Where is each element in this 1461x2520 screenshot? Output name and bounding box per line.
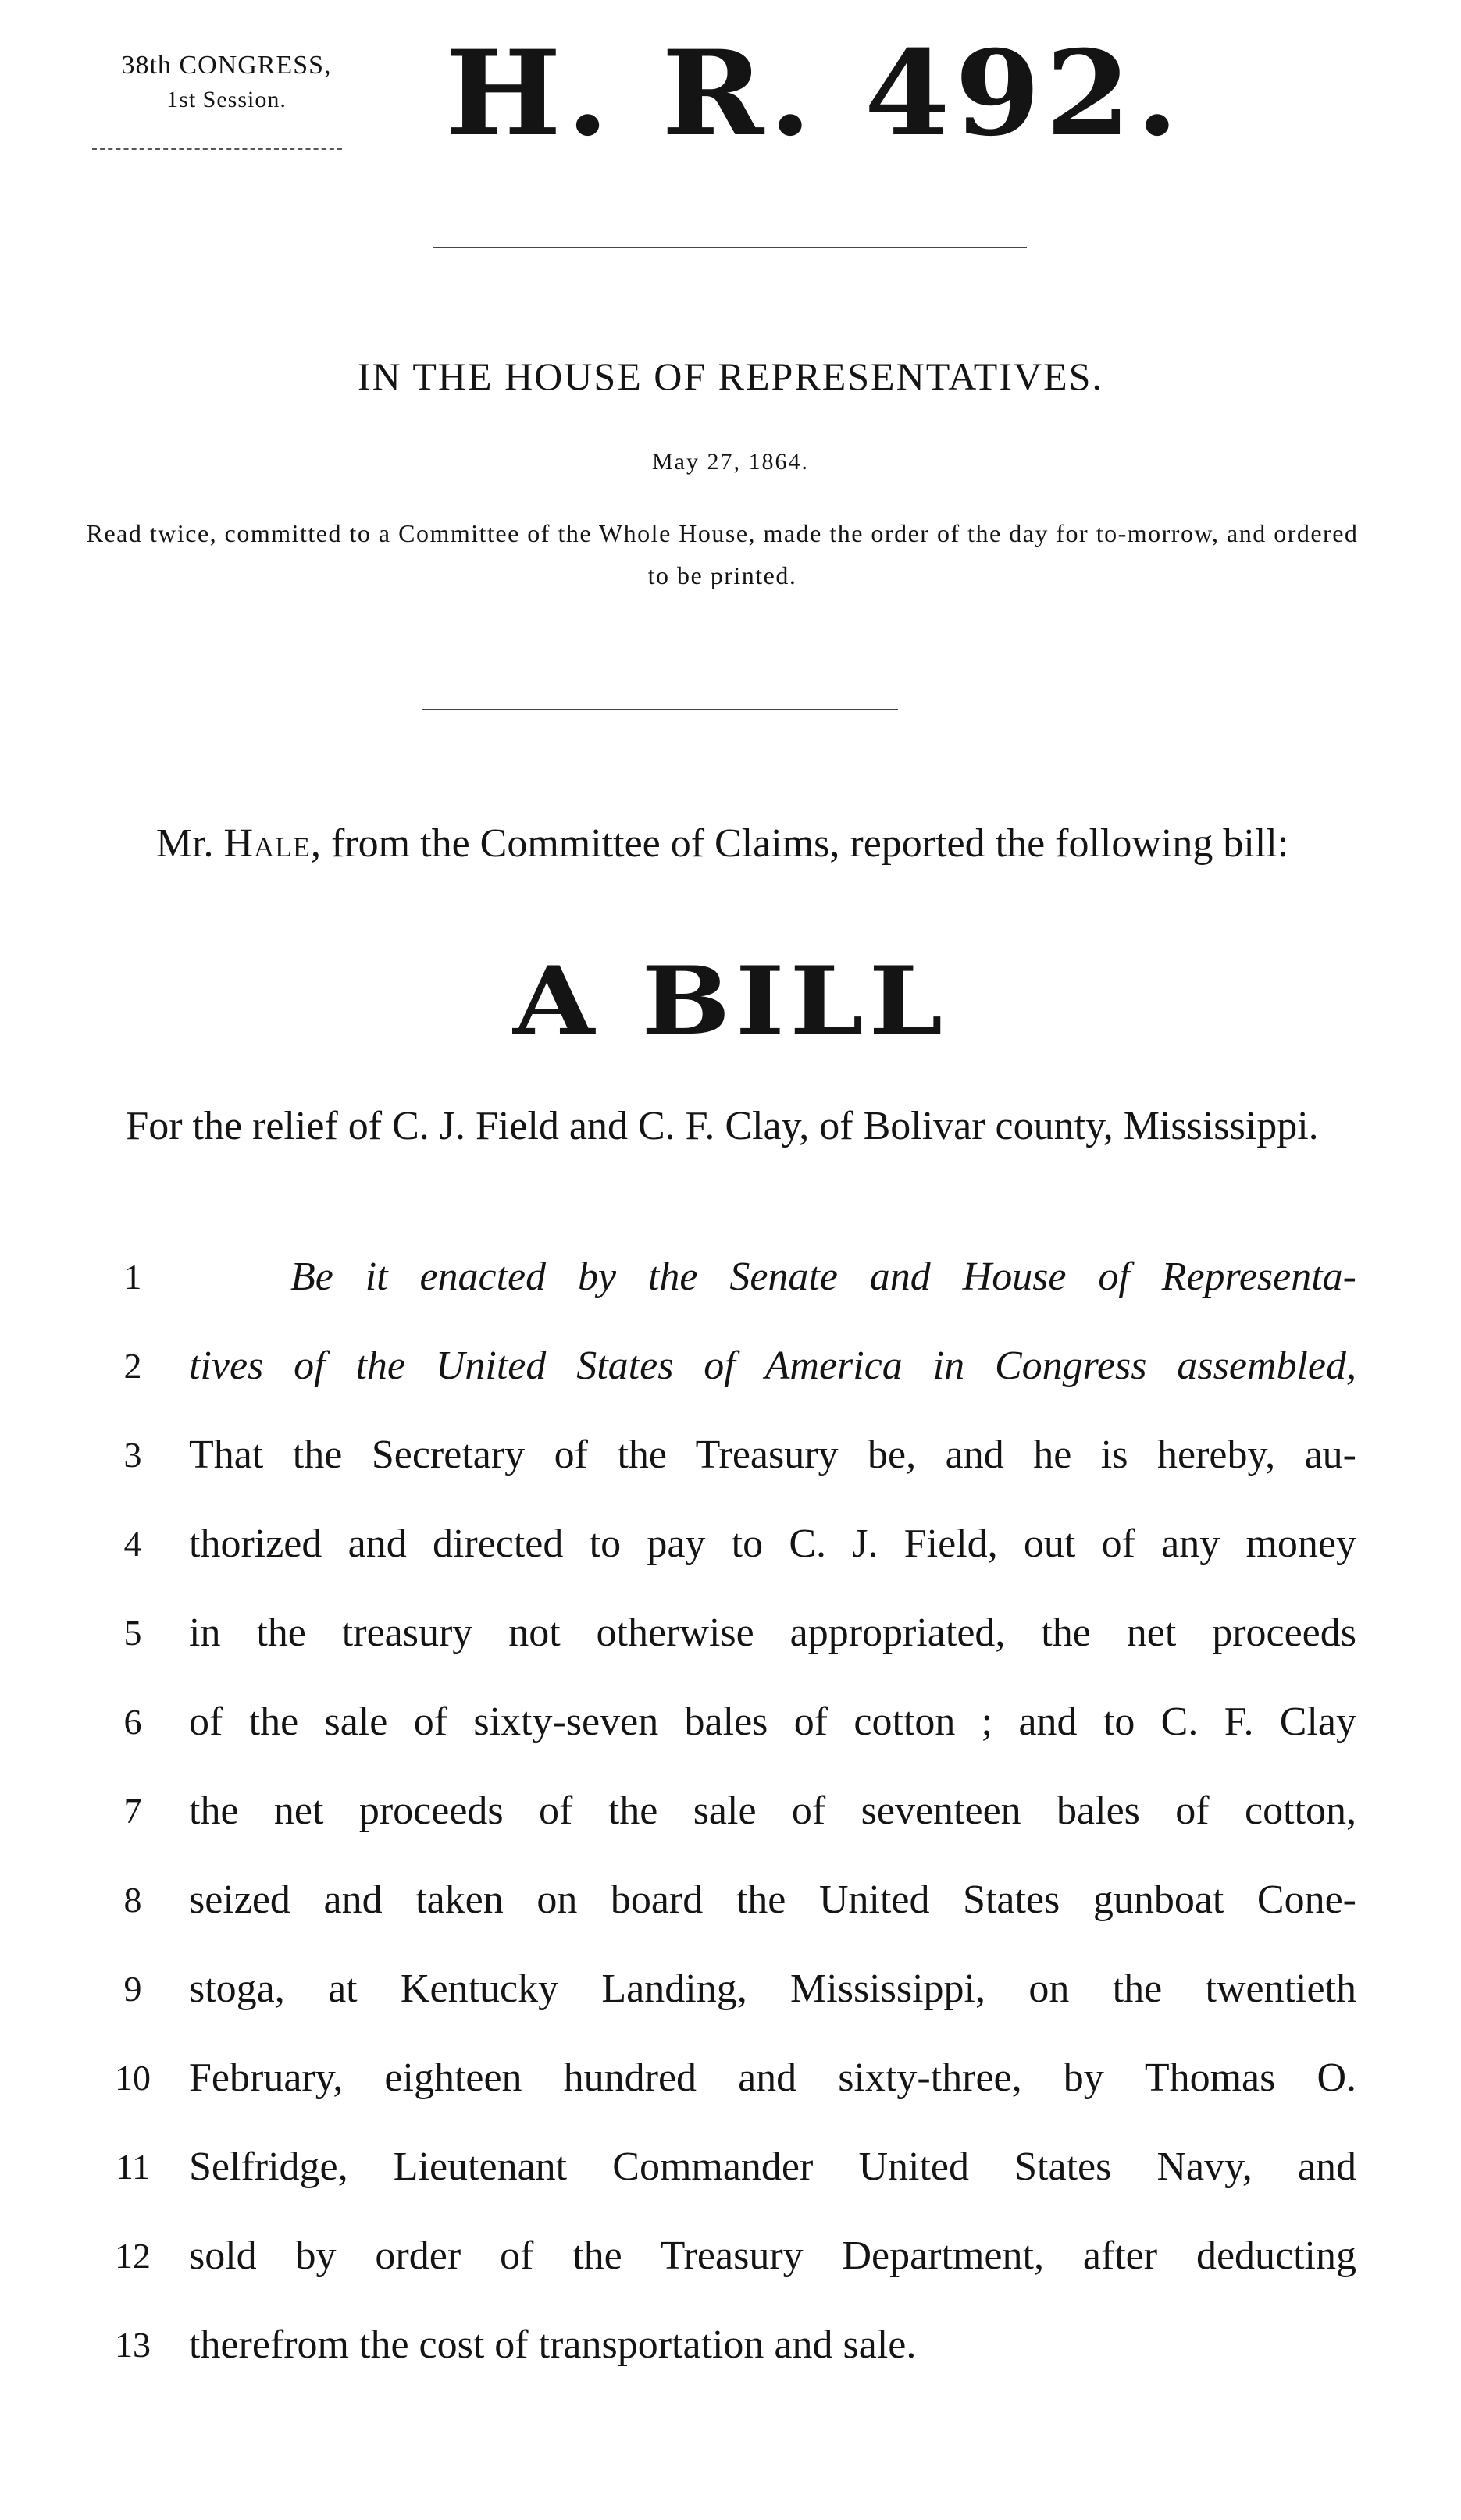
line-number: 7 xyxy=(123,1791,142,1831)
line-text: of the sale of sixty-seven bales of cotton ; and to C. F. Clay xyxy=(189,1700,1356,1744)
line-text: in the treasury not otherwise appropriated, the net proceeds xyxy=(189,1611,1356,1655)
line-number: 1 xyxy=(123,1257,142,1297)
reporter-name: Hale xyxy=(223,821,312,866)
line-text: Selfridge, Lieutenant Commander United States Navy, and xyxy=(189,2144,1356,2189)
reported-prefix: Mr. xyxy=(155,821,224,866)
bill-line xyxy=(0,1602,1461,1664)
line-number: 3 xyxy=(123,1435,142,1475)
line-text: therefrom the cost of transportation and sale. xyxy=(189,2322,917,2367)
bill-line xyxy=(0,2136,1461,2198)
line-text: thorized and directed to pay to C. J. Field, out of any money xyxy=(189,1522,1356,1566)
line-text: stoga, at Kentucky Landing, Mississippi, on the twentieth xyxy=(189,1967,1356,2011)
session-label: 1st Session. xyxy=(166,87,287,112)
bill-line xyxy=(0,2047,1461,2109)
bill-line xyxy=(0,1513,1461,1575)
congress-label: 38th CONGRESS, xyxy=(121,51,332,80)
line-text: Be it enacted by the Senate and House of Representa- xyxy=(290,1255,1356,1299)
bill-line xyxy=(0,1780,1461,1842)
congress-divider xyxy=(92,148,342,150)
line-number: 8 xyxy=(123,1880,142,1920)
line-number: 6 xyxy=(123,1702,142,1742)
bill-purpose: For the relief of C. J. Field and C. F. Clay, of Bolivar county, Mississippi. xyxy=(126,1104,1319,1148)
line-text: February, eighteen hundred and sixty-three, by Thomas O. xyxy=(189,2056,1356,2100)
line-number: 9 xyxy=(123,1969,142,2009)
reported-suffix: , from the Committee of Claims, reported the following bill: xyxy=(311,821,1289,866)
line-text: tives of the United States of America in Congress assembled, xyxy=(189,1344,1356,1388)
bill-title: A BILL xyxy=(513,946,948,1056)
section-divider xyxy=(422,709,898,710)
bill-number: H. R. 492. xyxy=(445,25,1184,162)
bill-line xyxy=(0,2225,1461,2287)
chamber-heading: IN THE HOUSE OF REPRESENTATIVES. xyxy=(358,354,1103,398)
line-number: 4 xyxy=(123,1524,142,1564)
bill-line xyxy=(0,1958,1461,2020)
line-number: 10 xyxy=(115,2058,151,2098)
line-text: sold by order of the Treasury Department, after deducting xyxy=(189,2233,1356,2278)
bill-line xyxy=(0,1335,1461,1397)
line-text: the net proceeds of the sale of seventeen bales of cotton, xyxy=(189,1789,1356,1833)
congress-session-label xyxy=(86,48,367,117)
header-divider xyxy=(433,247,1027,248)
bill-date: May 27, 1864. xyxy=(652,449,809,475)
line-text: That the Secretary of the Treasury be, and he is hereby, au- xyxy=(189,1433,1356,1477)
line-number: 2 xyxy=(123,1346,142,1386)
bill-line xyxy=(0,1424,1461,1486)
bill-line xyxy=(0,1246,1461,1308)
bill-line xyxy=(0,1869,1461,1931)
line-number: 5 xyxy=(123,1613,142,1653)
line-number: 11 xyxy=(115,2147,151,2187)
bill-line xyxy=(0,1691,1461,1753)
reported-statement xyxy=(86,810,1359,877)
bill-line xyxy=(0,2314,1461,2376)
line-number: 13 xyxy=(115,2325,151,2365)
line-text: seized and taken on board the United States gunboat Cone- xyxy=(189,1878,1356,1922)
read-note: Read twice, committed to a Committee of the Whole House, made the order of the day for to-morrow, and ordered to be printed. xyxy=(86,519,1359,589)
line-number: 12 xyxy=(115,2236,151,2276)
